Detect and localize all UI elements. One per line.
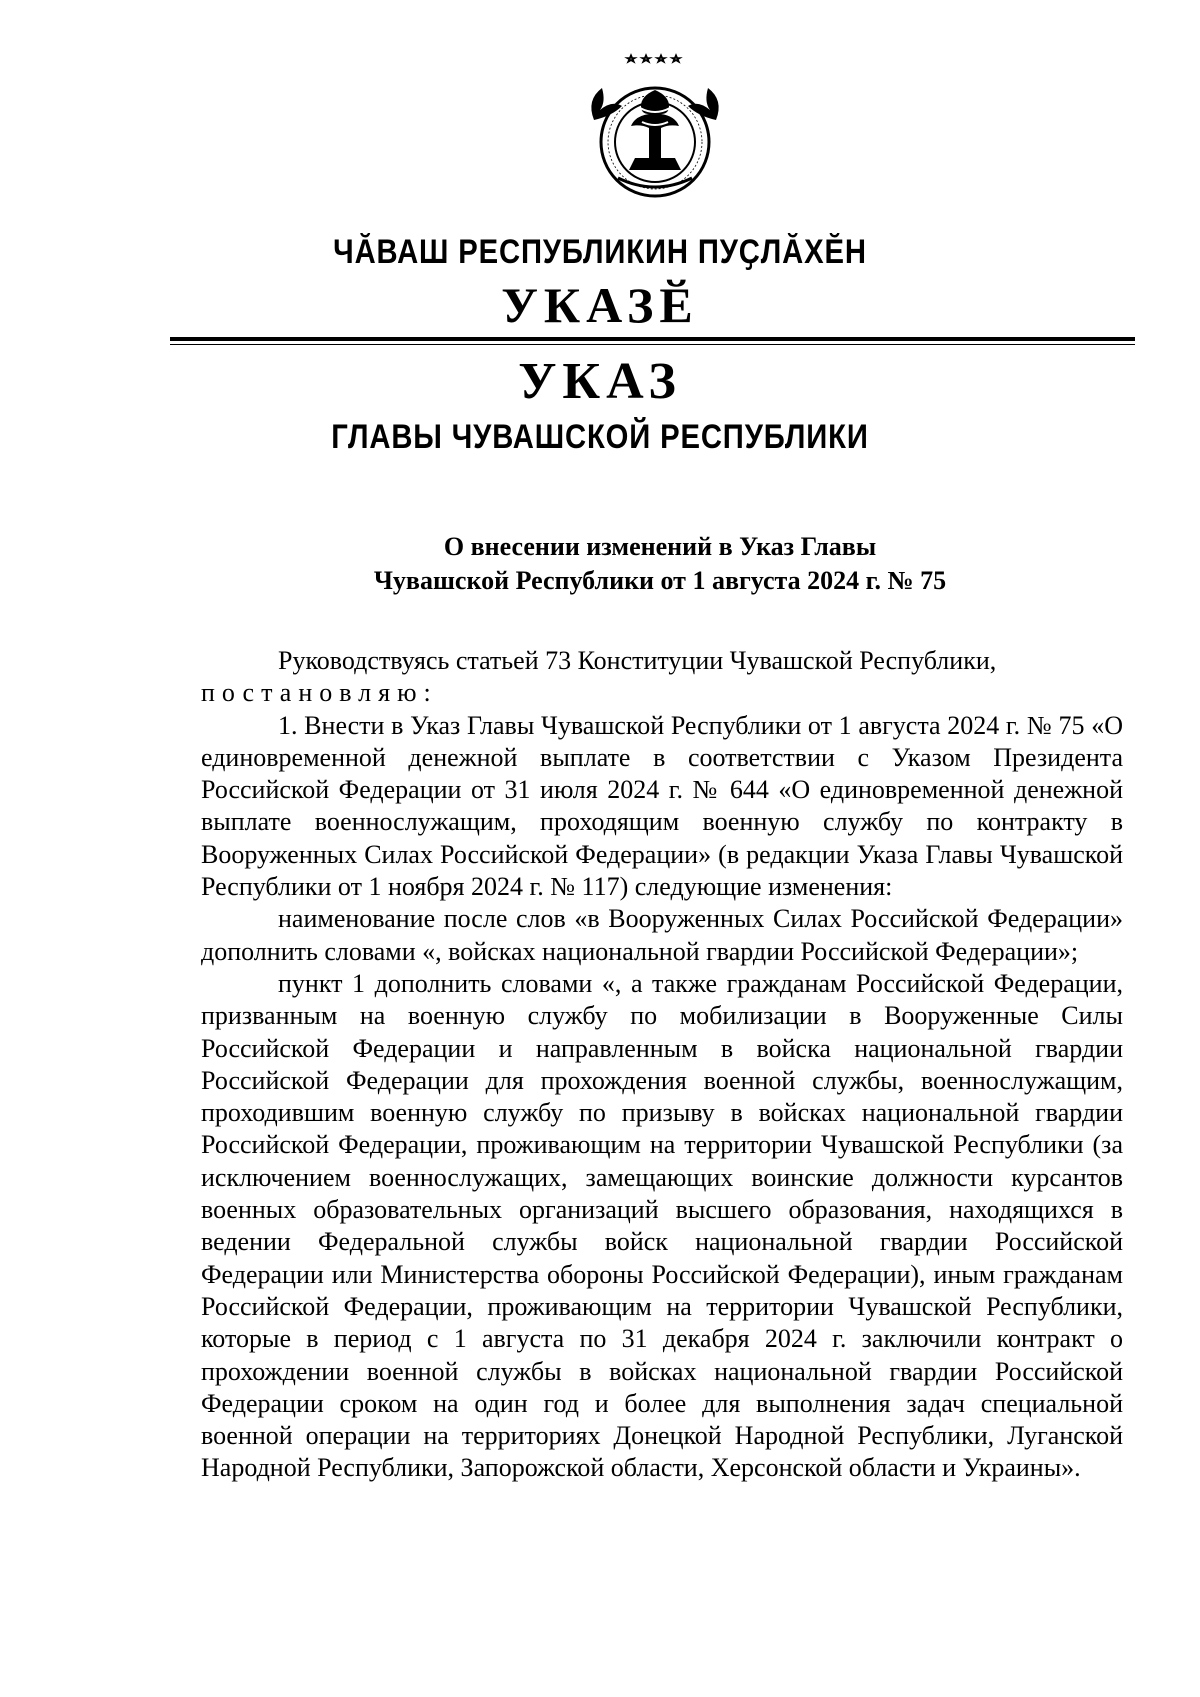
change-2-paragraph: пункт 1 дополнить словами «, а также гражданам Российской Федерации, призванным на военную службу по мобилизации в Вооруженные Силы Российской Федерации и направленным в войска национальной гвардии Российской Федерации для прохождения военной службы, военнослужащим, проходившим военную службу по призыву в войсках национальной гвардии Российской Федерации, проживающим на территории Чувашской Республики (за исключением военнослужащих, замещающих воинские должности курсантов военных образовательных организаций высшего образования, находящихся в ведении Федеральной службы войск национальной гвардии Российской Федерации или Министерства обороны Российской Федерации), иным гражданам Российской Федерации, проживающим на территории Чувашской Республики, которые в период с 1 августа по 31 декабря 2024 г. заключили контракт о прохождении военной службы в войсках национальной гвардии Российской Федерации сроком на один год и более для выполнения задач специальной военной операции на территориях Донецкой Народной Республики, Луганской Народной Республики, Запорожской области, Херсонской области и Украины». <box>201 968 1123 1483</box>
russian-doc-type: УКАЗ <box>518 353 682 410</box>
subject-line-2: Чувашской Республики от 1 августа 2024 г. № 75 <box>373 566 947 595</box>
decree-body <box>201 645 1123 1485</box>
subject-line-1: О внесении изменений в Указ Главы <box>443 532 877 561</box>
decree-word: постановляю: <box>201 678 438 708</box>
chuvash-header-title: ЧӐВАШ РЕСПУБЛИКИН ПУҪЛӐХӖН <box>333 233 867 271</box>
russian-header-title: ГЛАВЫ ЧУВАШСКОЙ РЕСПУБЛИКИ <box>331 418 869 456</box>
preamble-text: Руководствуясь статьей 73 Конституции Чувашской Республики, <box>278 646 997 675</box>
header-divider-thin <box>170 344 1135 345</box>
item-1-paragraph: 1. Внести в Указ Главы Чувашской Республики от 1 августа 2024 г. № 75 «О единовременной денежной выплате в соответствии с Указом Президента Российской Федерации от 31 июля 2024 г. № 644 «О единовременной денежной выплате военнослужащим, проходящим военную службу по контракту в Вооруженных Силах Российской Федерации» (в редакции Указа Главы Чувашской Республики от 1 ноября 2024 г. № 117) следующие изменения: <box>201 710 1123 902</box>
header-divider-thick <box>170 337 1135 341</box>
decree-subject <box>250 530 1070 598</box>
change-1-paragraph: наименование после слов «в Вооруженных Силах Российской Федерации» дополнить словами «, войсках национальной гвардии Российской Федерации»; <box>201 904 1123 966</box>
preamble-paragraph <box>201 645 1123 677</box>
coat-of-arms-emblem <box>580 50 730 210</box>
chuvash-doc-type: УКАЗӖ <box>501 277 699 333</box>
